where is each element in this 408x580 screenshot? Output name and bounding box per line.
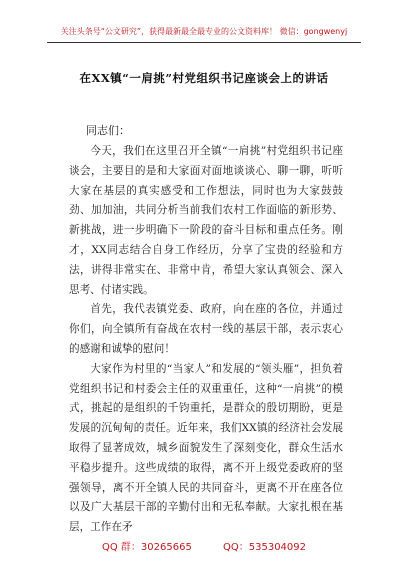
paragraph: 大家作为村里的“当家人”和发展的“领头雁”，担负着党组织书记和村委会主任的双重重任，这种“一肩挑”的模式，挑起的是组织的千钧重托，是群众的殷切期盼，更是发展的沉甸甸的责任。近年来，我们XX镇的经济社会发展取得了显著成效，城乡面貌发生了深刻变化，群众生活水平稳步提升。这些成绩的取得，离不开上级党委政府的坚强领导，离不开全镇人民的共同奋斗，更离不开在座各位以及广大基层干部的辛勤付出和无私奉献。大家扎根在基层，工作在矛 <box>69 362 343 534</box>
qq-number: QQ：535304092 <box>223 542 307 553</box>
promo-header: 关注头条号“公文研究”，获得最新最全最专业的公文资料库！ 微信：gongwenyj <box>60 27 348 36</box>
qq-group: QQ 群：30265665 <box>101 542 192 553</box>
document-title: 在XX镇“一肩挑”村党组织书记座谈会上的讲话 <box>79 71 329 85</box>
paragraph: 今天，我们在这里召开全镇“一肩挑”村党组织书记座谈会，主要目的是和大家面对面地谈谈心、聊一聊，听听大家在基层的真实感受和工作想法，同时也为大家鼓鼓劲、加加油，共同分析当前我们农村工作面临的新形势、新挑战，进一步明确下一阶段的奋斗目标和重点任务。刚才，XX同志结合自身工作经历，分享了宝贵的经验和方法，讲得非常实在、非常中肯，希望大家认真领会、深入思考、付诸实践。 <box>69 145 343 296</box>
contact-footer <box>0 538 408 553</box>
paragraph: 首先，我代表镇党委、政府，向在座的各位，并通过你们，向全镇所有奋战在农村一线的基层干部，表示衷心的感谢和诚挚的慰问！ <box>69 303 343 355</box>
header-divider <box>47 42 361 43</box>
document-body <box>69 142 343 538</box>
salutation: 同志们： <box>86 124 130 137</box>
